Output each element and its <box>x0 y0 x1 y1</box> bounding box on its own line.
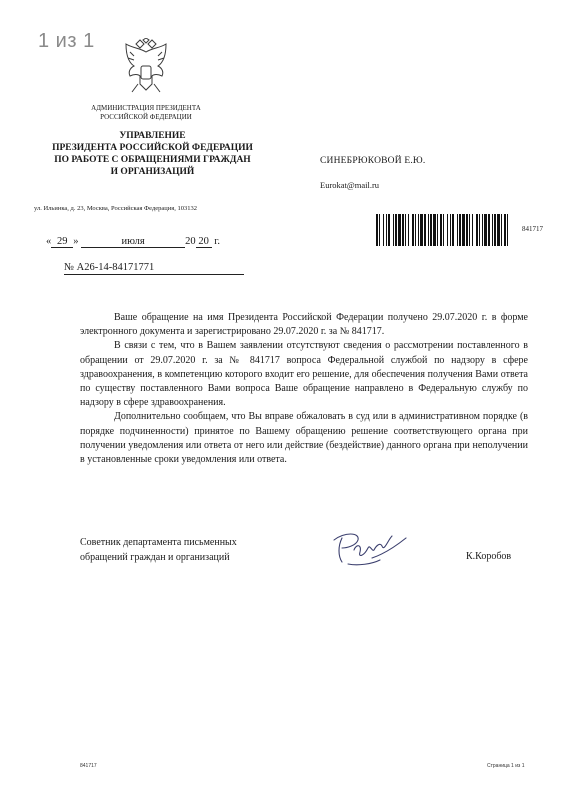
date-close-quote: » <box>73 236 79 247</box>
date-year-suffix: 20 <box>196 236 212 248</box>
recipient-name: СИНЕБРЮКОВОЙ Е.Ю. <box>320 156 426 166</box>
signer-position <box>80 536 237 565</box>
dept-line-3: ПО РАБОТЕ С ОБРАЩЕНИЯМИ ГРАЖДАН <box>54 155 251 165</box>
recipient-email: Eurokat@mail.ru <box>320 180 380 190</box>
date-line <box>46 236 220 248</box>
letter-body <box>80 311 528 467</box>
footer-doc-number: 841717 <box>80 763 97 769</box>
dept-line-2: ПРЕЗИДЕНТА РОССИЙСКОЙ ФЕДЕРАЦИИ <box>52 143 253 153</box>
paragraph-1: Ваше обращение на имя Президента Российской Федерации получено 29.07.2020 г. в форме электронного документа и зарегистрировано 29.07.2020 г. за № 841717. <box>80 312 528 338</box>
barcode-number: 841717 <box>522 225 543 233</box>
date-day: 29 <box>51 236 73 248</box>
registration-number: № А26-14-84171771 <box>64 262 244 275</box>
department-title <box>50 130 255 178</box>
date-open-quote: « <box>46 236 52 247</box>
dept-line-1: УПРАВЛЕНИЕ <box>119 131 186 141</box>
footer-page-number: Страница 1 из 1 <box>487 763 525 769</box>
signer-name: К.Коробов <box>466 551 512 562</box>
barcode <box>376 214 508 246</box>
paragraph-3: Дополнительно сообщаем, что Вы вправе обжаловать в суд или в административном порядке (в порядке подчиненности) принятое по Вашему обращению решение соответствующего органа при получении уведомления или ответа от него или действие (бездействие) данного органа при неполучении в установленные сроки уведомления или ответа. <box>80 411 528 466</box>
dept-line-4: И ОРГАНИЗАЦИЙ <box>110 167 195 177</box>
paragraph-2: В связи с тем, что в Вашем заявлении отсутствуют сведения о рассмотрении поставленного в обращении от 29.07.2020 г. за № 841717 вопроса Федеральной службой по надзору в сфере здравоохранения, в компетенцию которого входит его решение, для обеспечения получения Вами ответа по существу поставленного Вами вопроса Ваше обращение направлено в Федеральную службу по надзору в сфере здравоохранения. <box>80 340 528 409</box>
admin-line-1: АДМИНИСТРАЦИЯ ПРЕЗИДЕНТА <box>91 104 201 112</box>
page-counter: 1 из 1 <box>38 30 95 52</box>
date-month: июля <box>81 236 185 248</box>
coat-of-arms-icon <box>118 38 174 98</box>
sender-address: ул. Ильинка, д. 23, Москва, Российская Федерация, 103132 <box>34 205 198 212</box>
admin-line-2: РОССИЙСКОЙ ФЕДЕРАЦИИ <box>100 113 192 121</box>
position-line-1: Советник департамента письменных <box>80 537 237 548</box>
position-line-2: обращений граждан и организаций <box>80 551 230 563</box>
administration-title <box>66 104 226 122</box>
date-year-abbr: г. <box>214 236 220 247</box>
date-year-prefix: 20 <box>185 236 196 247</box>
handwritten-signature <box>328 528 412 572</box>
